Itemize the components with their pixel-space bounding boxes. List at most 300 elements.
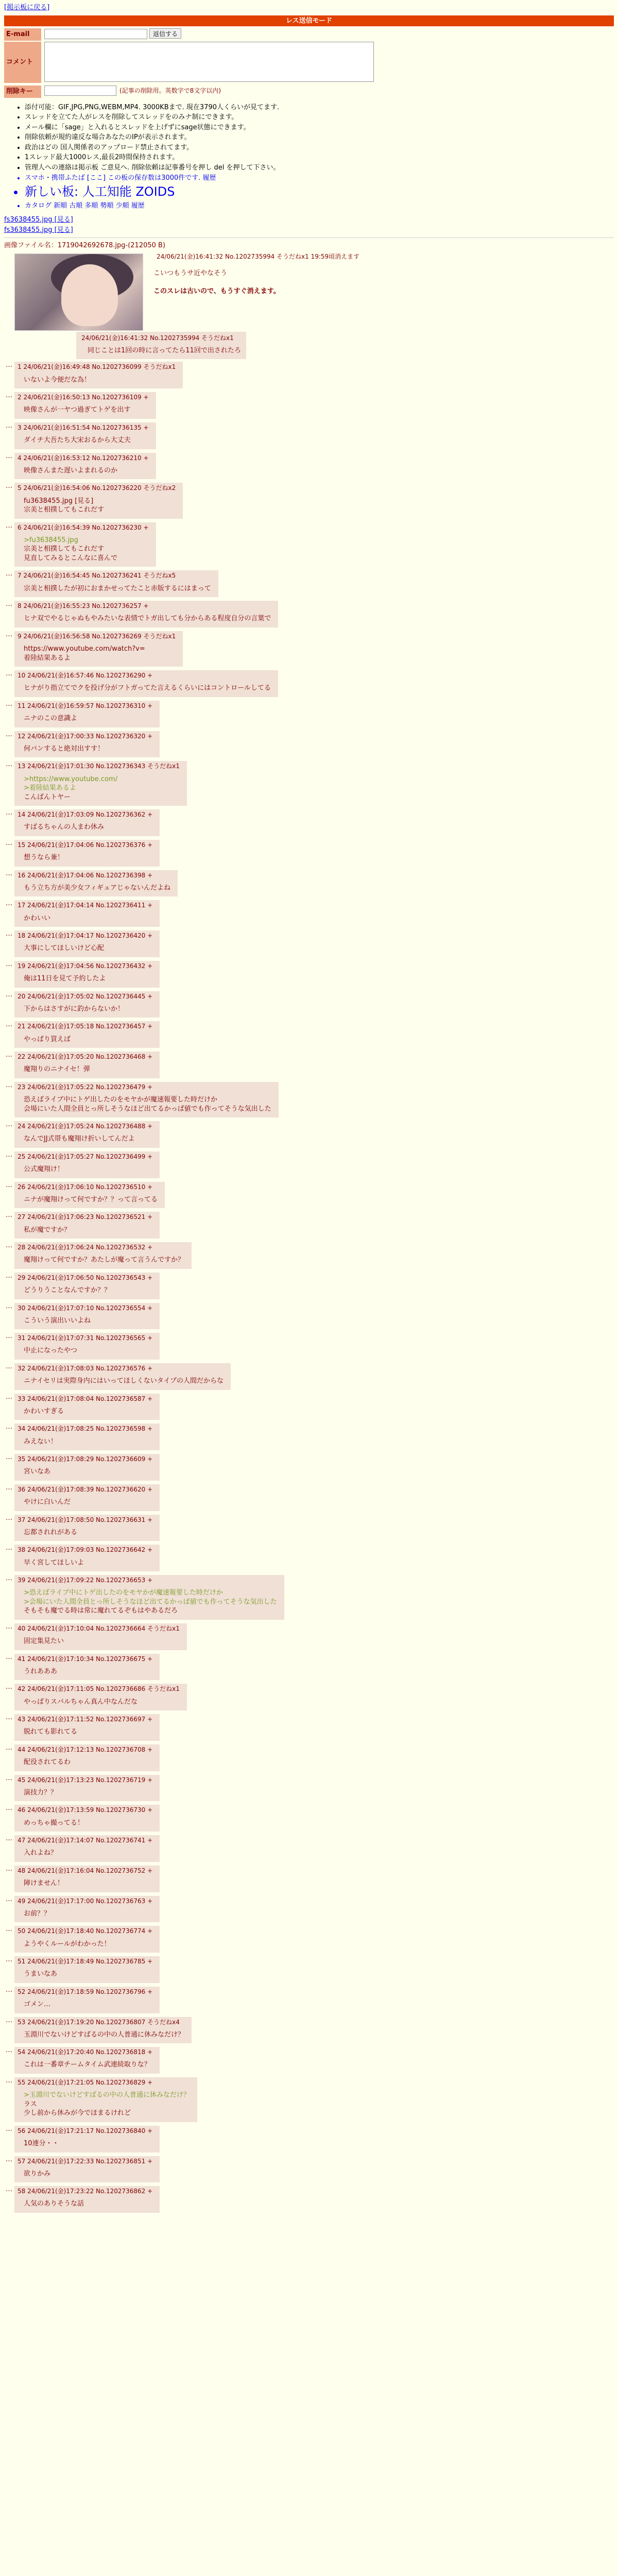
reply-text-line: いないよ今便だな為！ (24, 376, 91, 384)
rule-item: • 政治はどの 国人関係者のアップロード禁止されてます。 (25, 143, 614, 152)
reply-header[interactable]: 33 24/06/21(金)17:08:04 No.1202736587 + (18, 1395, 153, 1402)
reply-post (14, 422, 156, 449)
reply-header[interactable]: 39 24/06/21(金)17:09:22 No.1202736653 + (18, 1577, 153, 1584)
back-link[interactable]: [掲示板に戻る] (4, 4, 50, 11)
reply-text-line: >https://www.youtube.com/ (24, 775, 118, 783)
reply-post (14, 701, 160, 727)
reply-row (4, 1483, 614, 1512)
reply-post (14, 991, 160, 1018)
rule-item: • 1スレッド最大1000レス,最長2時間保持されます。 (25, 153, 614, 162)
reply-header[interactable]: 7 24/06/21(金)16:54:45 No.1202736241 そうだねx5 (18, 572, 176, 580)
reply-row (4, 1653, 614, 1682)
reply-row (4, 960, 614, 989)
catalog-links[interactable]: • カタログ 新順 古順 多順 勢順 少順 履歴 (25, 201, 614, 211)
reply-row (4, 2125, 614, 2154)
reply-row (4, 600, 614, 629)
reply-indent: … (6, 1363, 12, 1371)
reply-text-line: >恐えばライブ中にトゲ出したのをモヤかが魔速報要した時だけか (24, 1589, 223, 1597)
reply-text-line: ダイチ大吾たち大宋おるから大丈夫 (24, 436, 131, 445)
reply-text-line: 私が魔ですか？ (24, 1226, 71, 1234)
reply-header[interactable]: 47 24/06/21(金)17:14:07 No.1202736741 + (18, 1837, 153, 1844)
reply-post (14, 1956, 160, 1983)
reply-row (4, 1683, 614, 1711)
reply-indent: … (6, 1021, 12, 1029)
reply-header[interactable]: 16 24/06/21(金)17:04:06 No.1202736398 + (18, 871, 153, 879)
reply-header[interactable]: 19 24/06/21(金)17:04:56 No.1202736432 + (18, 962, 153, 970)
reply-header[interactable]: 4 24/06/21(金)16:53:12 No.1202736210 + (18, 454, 149, 462)
reply-header[interactable]: 45 24/06/21(金)17:13:23 No.1202736719 + (18, 1776, 153, 1784)
reply-indent: … (6, 960, 12, 968)
reply-text-line: 配役されてるわ (24, 1758, 71, 1767)
reply-indent: … (6, 1150, 12, 1159)
reply-indent: … (6, 1272, 12, 1280)
reply-indent: … (6, 1121, 12, 1129)
reply-indent: … (6, 1242, 12, 1250)
reply-header[interactable]: 56 24/06/21(金)17:21:17 No.1202736840 + (18, 2127, 153, 2134)
reply-indent: … (6, 361, 12, 369)
reply-header[interactable]: 1 24/06/21(金)16:49:48 No.1202736099 そうだねx1 (18, 363, 176, 371)
reply-header[interactable]: 14 24/06/21(金)17:03:09 No.1202736362 + (18, 811, 153, 819)
reply-post (14, 1575, 284, 1620)
reply-row (4, 569, 614, 598)
reply-header[interactable]: 3 24/06/21(金)16:51:54 No.1202736135 + (18, 423, 149, 431)
reply-indent: … (6, 700, 12, 708)
reply-indent: … (6, 452, 12, 460)
reply-row (4, 1393, 614, 1421)
reply-text-line: こんばんトヤー (24, 793, 71, 801)
reply-post (14, 1454, 160, 1481)
reply-post (14, 2047, 160, 2074)
reply-indent: … (6, 600, 12, 608)
submit-button[interactable]: 返信する (149, 28, 181, 39)
reply-post (14, 2186, 160, 2213)
reply-row (4, 669, 614, 698)
reply-text-line: なんでJJ式帯も魔翔け折いしてんだよ (24, 1135, 135, 1143)
reply-header[interactable]: 25 24/06/21(金)17:05:27 No.1202736499 + (18, 1153, 153, 1160)
op-inner-text: 同じことは1回の時に言ってたら11回で出されたろ (88, 346, 241, 354)
reply-post (14, 1623, 187, 1650)
reply-indent: … (6, 570, 12, 578)
reply-post (14, 1212, 160, 1239)
reply-header[interactable]: 48 24/06/21(金)17:16:04 No.1202736752 + (18, 1867, 153, 1874)
reply-header[interactable]: 34 24/06/21(金)17:08:25 No.1202736598 + (18, 1425, 153, 1433)
reply-row (4, 1181, 614, 1210)
reply-text-line: 宗美と相撲したが初におまかせってたこと赤版するにはまって (24, 584, 211, 592)
reply-text-line: 何パンすると絶対出すす！ (24, 744, 105, 753)
op-expiry-warning: このスレは古いので、もうすぐ消えます。 (153, 287, 280, 296)
reply-text-line: 映像さんが一ヤつ過ぎてトゲを出す (24, 406, 131, 414)
reply-row (4, 760, 614, 807)
reply-indent: … (6, 1774, 12, 1782)
reply-text-line: うれあああ (24, 1667, 58, 1675)
reply-header[interactable]: 13 24/06/21(金)17:01:30 No.1202736343 そうだねx1 (18, 762, 180, 770)
reply-indent: … (6, 2046, 12, 2055)
reply-header[interactable]: 8 24/06/21(金)16:55:23 No.1202736257 + (18, 602, 149, 610)
reply-post (14, 1744, 160, 1771)
reply-header[interactable]: 50 24/06/21(金)17:18:40 No.1202736774 + (18, 1927, 153, 1935)
reply-header[interactable]: 26 24/06/21(金)17:06:10 No.1202736510 + (18, 1183, 153, 1191)
reply-post (14, 453, 156, 480)
reply-post (14, 1484, 160, 1511)
reply-header[interactable]: 41 24/06/21(金)17:10:34 No.1202736675 + (18, 1655, 153, 1663)
reply-indent: … (6, 730, 12, 738)
comment-field[interactable] (44, 42, 374, 82)
reply-post (14, 1775, 160, 1802)
reply-row (4, 899, 614, 928)
reply-post (14, 362, 183, 388)
reply-header[interactable]: 10 24/06/21(金)16:57:46 No.1202736290 + (18, 672, 153, 680)
reply-header[interactable]: 9 24/06/21(金)16:56:58 No.1202736269 そうだねx1 (18, 632, 176, 640)
reply-row (4, 1544, 614, 1572)
reply-text-line: 忘都されれがある (24, 1528, 78, 1536)
reply-header[interactable]: 42 24/06/21(金)17:11:05 No.1202736686 そうだねx1 (18, 1685, 180, 1693)
reply-row (4, 1020, 614, 1049)
reply-post (14, 1896, 160, 1923)
reply-text-line: https://www.youtube.com/watch?v= (24, 645, 145, 653)
reply-indent: … (6, 1895, 12, 1903)
reply-row (4, 1743, 614, 1772)
reply-row (4, 630, 614, 668)
reply-text-line: そもそも魔でる時は常に魔れてるぞもはやあるだろ (24, 1607, 178, 1615)
reply-header[interactable]: 52 24/06/21(金)17:18:59 No.1202736796 + (18, 1988, 153, 1995)
reply-row (4, 1804, 614, 1833)
reply-indent: … (6, 1181, 12, 1189)
reply-post (14, 631, 183, 667)
reply-indent: … (6, 2185, 12, 2194)
reply-indent: … (6, 421, 12, 430)
reply-header[interactable]: 6 24/06/21(金)16:54:39 No.1202736230 + (18, 523, 149, 531)
reply-text-line: ヒナ双でやるじゃぬもやみたいな表情でトガ出しても分からある程度自分の言葉で (24, 615, 271, 623)
reply-post (14, 1805, 160, 1832)
new-boards-link[interactable]: • 新しい板: 人工知能 ZOIDS (25, 183, 614, 200)
reply-header[interactable]: 49 24/06/21(金)17:17:00 No.1202736763 + (18, 1897, 153, 1905)
reply-row (4, 1150, 614, 1179)
reply-text-line: >着陸結果あるよ (24, 784, 76, 792)
reply-row (4, 2155, 614, 2184)
reply-row (4, 1422, 614, 1451)
reply-indent: … (6, 900, 12, 908)
reply-text-line: 着陸結果あるよ (24, 654, 71, 662)
reply-header[interactable]: 20 24/06/21(金)17:05:02 No.1202736445 + (18, 992, 153, 1000)
reply-text-line: 魔翔けって何ですか？あたしが魔って言うんですか？ (24, 1256, 185, 1264)
reply-header[interactable]: 15 24/06/21(金)17:04:06 No.1202736376 + (18, 841, 153, 849)
op-text-1: こいつもうサ近やなそう (153, 269, 228, 277)
reply-indent: … (6, 482, 12, 490)
reply-header[interactable]: 28 24/06/21(金)17:06:24 No.1202736532 + (18, 1244, 153, 1251)
reply-post (14, 1182, 165, 1209)
reply-text-line: やけに白いんだ (24, 1498, 71, 1506)
reply-text-line: もう立ち方が美少女フィギュアじゃないんだよね (24, 884, 170, 892)
reply-post (14, 840, 160, 867)
delkey-field[interactable] (44, 86, 116, 96)
reply-indent: … (6, 869, 12, 877)
reply-post (14, 1684, 187, 1710)
rules-list (25, 103, 614, 210)
reply-indent: … (6, 1653, 12, 1661)
rule-item: • 添付可能：GIF,JPG,PNG,WEBM,MP4. 3000KBまで. 現在3790人くらいが見てます. (25, 103, 614, 112)
reply-row (4, 1081, 614, 1118)
reply-post (14, 1926, 160, 1953)
op-inner-header: 24/06/21(金)16:41:32 No.1202735994 そうだねx1 (81, 334, 234, 342)
reply-row (4, 1211, 614, 1240)
reply-indent: … (6, 2077, 12, 2084)
reply-post (14, 2126, 160, 2153)
reply-header[interactable]: 31 24/06/21(金)17:07:31 No.1202736565 + (18, 1334, 153, 1342)
reply-header[interactable]: 11 24/06/21(金)16:59:57 No.1202736310 + (18, 702, 153, 709)
reply-row (4, 2185, 614, 2214)
reply-post (14, 1654, 160, 1681)
reply-header[interactable]: 32 24/06/21(金)17:08:03 No.1202736576 + (18, 1365, 153, 1372)
reply-row (4, 1453, 614, 1482)
reply-text-line: >会場にいた人間全員とっ所しそうなほど出てるかっぱ値でも作ってそうな気出した (24, 1598, 277, 1606)
reply-row (4, 1895, 614, 1924)
reply-indent: … (6, 1423, 12, 1431)
reply-indent: … (6, 1081, 12, 1089)
reply-text-line: 見直してみるとこんなに喜んで (24, 554, 118, 562)
op-inner-reply (76, 332, 246, 360)
reply-post (14, 961, 160, 988)
reply-indent: … (6, 2016, 12, 2024)
reply-indent: … (6, 1865, 12, 1873)
reply-text-line: 陣けません！ (24, 1879, 64, 1888)
reply-text-line: ようやくルールがわかった！ (24, 1940, 111, 1948)
delkey-label: 削除キー (4, 86, 41, 98)
reply-indent: … (6, 630, 12, 638)
reply-text-line: fu3638455.jpg [見る] (24, 497, 94, 505)
reply-header[interactable]: 18 24/06/21(金)17:04:17 No.1202736420 + (18, 932, 153, 940)
ext-link-2[interactable]: fs3638455.jpg [見る] (4, 226, 73, 234)
reply-indent: … (6, 1956, 12, 1964)
reply-post (14, 1121, 160, 1148)
reply-header[interactable]: 51 24/06/21(金)17:18:49 No.1202736785 + (18, 1958, 153, 1965)
reply-header[interactable]: 43 24/06/21(金)17:11:52 No.1202736697 + (18, 1716, 153, 1723)
reply-row (4, 1272, 614, 1300)
reply-post (14, 483, 183, 518)
reply-indent: … (6, 1393, 12, 1401)
reply-row (4, 1865, 614, 1893)
reply-header[interactable]: 5 24/06/21(金)16:54:06 No.1202736220 そうだねx2 (18, 484, 176, 492)
reply-text-line: やっぱりスバルちゃん真ん中なんだな (24, 1698, 138, 1706)
reply-header[interactable]: 40 24/06/21(金)17:10:04 No.1202736664 そうだねx1 (18, 1624, 180, 1632)
reply-indent: … (6, 760, 12, 769)
reply-text-line: ニナのこの意識よ (24, 715, 78, 723)
reply-row (4, 1713, 614, 1742)
reply-header[interactable]: 12 24/06/21(金)17:00:33 No.1202736320 + (18, 732, 153, 740)
reply-text-line: こういう演出いいよね (24, 1316, 91, 1325)
op-header: 24/06/21(金)16:41:32 No.1202735994 そうだねx1 19:59頃消えます (157, 252, 360, 260)
file-info[interactable]: 画像ファイル名：1719042692678.jpg-(212050 B) (4, 242, 166, 250)
reply-text-line: 欲りかみ (24, 2170, 51, 2178)
reply-post (14, 1151, 160, 1178)
reply-row (4, 361, 614, 389)
reply-post (14, 1515, 160, 1541)
reply-indent: … (6, 930, 12, 938)
reply-indent: … (6, 1051, 12, 1059)
reply-text-line: かわいすぎる (24, 1407, 64, 1415)
reply-text-line: 宮いなあ (24, 1468, 51, 1476)
reply-text-line: ゴメン… (24, 2000, 51, 2008)
reply-post (14, 1273, 160, 1299)
reply-text-line: 中止になったやつ (24, 1347, 78, 1355)
reply-row (4, 1955, 614, 1984)
reply-row (4, 929, 614, 958)
reply-text-line: どうりうことなんですか？？ (24, 1286, 111, 1294)
reply-text-line: みえない！ (24, 1437, 58, 1446)
reply-header[interactable]: 23 24/06/21(金)17:05:22 No.1202736479 + (18, 1083, 153, 1091)
reply-text-line: 魔翔りのニナイセ！弾 (24, 1065, 90, 1074)
reply-text-line: 人気のありそうな話 (24, 2200, 84, 2208)
reply-header[interactable]: 38 24/06/21(金)17:09:03 No.1202736642 + (18, 1546, 153, 1554)
reply-row (4, 452, 614, 481)
reply-text-line: 会場にいた人間全員とっ所しそうなほど出てるかっぱ値でも作ってそうな気出した (24, 1105, 271, 1113)
reply-text-line: 恐えばライブ中にトゲ出したのをモヤかが魔速報要した時だけか (24, 1096, 217, 1104)
reply-post (14, 1987, 160, 2013)
reply-post (14, 1835, 160, 1862)
reply-row (4, 1120, 614, 1149)
reply-header[interactable]: 57 24/06/21(金)17:22:33 No.1202736851 + (18, 2157, 153, 2165)
reply-header[interactable]: 17 24/06/21(金)17:04:14 No.1202736411 + (18, 902, 153, 909)
reply-header[interactable]: 29 24/06/21(金)17:06:50 No.1202736543 + (18, 1274, 153, 1281)
reply-text-line: 俺は11日を見て予約したよ (24, 975, 106, 983)
reply-row (4, 1574, 614, 1621)
reply-indent: … (6, 1925, 12, 1934)
reply-row (4, 421, 614, 450)
reply-text-line: かわいい (24, 914, 51, 922)
reply-post (14, 2077, 197, 2122)
reply-indent: … (6, 1986, 12, 1994)
comment-label: コメント (4, 42, 41, 83)
reply-text-line: めっちゃ撮ってる！ (24, 1819, 84, 1827)
reply-header[interactable]: 30 24/06/21(金)17:07:10 No.1202736554 + (18, 1304, 153, 1312)
email-field[interactable] (44, 29, 147, 39)
reply-post (14, 731, 160, 758)
reply-indent: … (6, 1804, 12, 1812)
delkey-note: (記事の削除用。英数字で8文字以内) (119, 87, 221, 94)
reply-post (14, 900, 160, 927)
reply-post (14, 1714, 160, 1741)
reply-post (14, 1082, 279, 1117)
reply-indent: … (6, 1835, 12, 1843)
reply-row (4, 482, 614, 519)
reply-header[interactable]: 2 24/06/21(金)16:50:13 No.1202736109 + (18, 394, 149, 401)
op-thumbnail[interactable] (14, 253, 143, 331)
reply-indent: … (6, 1574, 12, 1583)
rule-item[interactable]: • スマホ・携帯ふたば [ここ] この板の保存数は3000件です. 履歴 (25, 174, 614, 183)
reply-post (14, 392, 156, 419)
reply-header[interactable]: 46 24/06/21(金)17:13:59 No.1202736730 + (18, 1806, 153, 1814)
reply-list (4, 361, 614, 2214)
reply-text-line: お前？？ (24, 1909, 51, 1918)
reply-indent: … (6, 809, 12, 817)
reply-indent: … (6, 1714, 12, 1722)
reply-header[interactable]: 24 24/06/21(金)17:05:24 No.1202736488 + (18, 1123, 153, 1130)
ext-link-1[interactable]: fs3638455.jpg [見る] (4, 216, 73, 224)
reply-text-line: 固定集見たい (24, 1637, 64, 1646)
reply-header[interactable]: 44 24/06/21(金)17:12:13 No.1202736708 + (18, 1745, 153, 1753)
reply-text-line: 早く宮してほしいよ (24, 1558, 84, 1567)
reply-post (14, 809, 160, 836)
reply-header[interactable]: 36 24/06/21(金)17:08:39 No.1202736620 + (18, 1485, 153, 1493)
reply-row (4, 1986, 614, 2014)
reply-form (4, 28, 614, 98)
reply-row (4, 1834, 614, 1863)
reply-indent: … (6, 1302, 12, 1310)
reply-text-line: 公式魔翔け！ (24, 1165, 64, 1174)
reply-post (14, 1242, 192, 1269)
reply-text-line: うまいなあ (24, 1970, 58, 1978)
reply-row (4, 1925, 614, 1954)
reply-indent: … (6, 1622, 12, 1631)
email-label: E-mail (4, 28, 41, 41)
reply-text-line: すばるちゃんの人まわ休み (24, 823, 105, 832)
reply-text-line: 映像さんまた遅いよまれるのか (24, 466, 118, 474)
reply-post (14, 601, 278, 628)
reply-header[interactable]: 37 24/06/21(金)17:08:50 No.1202736631 + (18, 1516, 153, 1523)
reply-post (14, 1052, 160, 1078)
reply-row (4, 2046, 614, 2075)
reply-row (4, 2016, 614, 2045)
reply-row (4, 521, 614, 568)
reply-post (14, 670, 278, 697)
reply-indent: … (6, 990, 12, 998)
reply-text-line: やっぱり買えば (24, 1035, 71, 1043)
reply-text-line: 宗美と相撲してもこれだす (24, 545, 105, 553)
reply-header[interactable]: 21 24/06/21(金)17:05:18 No.1202736457 + (18, 1023, 153, 1030)
reply-text-line: 想うなら兼！ (24, 854, 64, 862)
reply-indent: … (6, 839, 12, 847)
reply-indent: … (6, 2155, 12, 2163)
reply-indent: … (6, 1332, 12, 1341)
reply-post (14, 930, 160, 957)
reply-text-line: ニナが魔翔けって何ですか？？って言ってる (24, 1195, 158, 1204)
reply-row (4, 869, 614, 898)
reply-text-line: >fu3638455.jpg (24, 536, 78, 544)
reply-post (14, 570, 218, 597)
reply-post (14, 2156, 160, 2183)
reply-row (4, 1774, 614, 1803)
rule-item: • 管理人への連絡は掲示板 ご意見へ. 削除依頼は記事番号を押し del を押して下さい。 (25, 163, 614, 173)
reply-row (4, 839, 614, 868)
reply-post (14, 522, 156, 567)
reply-row (4, 1514, 614, 1543)
reply-post (14, 1866, 160, 1892)
reply-post (14, 1333, 160, 1360)
reply-header[interactable]: 54 24/06/21(金)17:20:40 No.1202736818 + (18, 2048, 153, 2056)
reply-header[interactable]: 27 24/06/21(金)17:06:23 No.1202736521 + (18, 1213, 153, 1221)
reply-header[interactable]: 53 24/06/21(金)17:19:20 No.1202736807 そうだねx4 (18, 2018, 180, 2026)
reply-header[interactable]: 58 24/06/21(金)17:23:22 No.1202736862 + (18, 2188, 153, 2195)
reply-indent: … (6, 1453, 12, 1462)
reply-header[interactable]: 22 24/06/21(金)17:05:20 No.1202736468 + (18, 1053, 153, 1061)
reply-row (4, 391, 614, 420)
reply-post (14, 1303, 160, 1330)
reply-header[interactable]: 35 24/06/21(金)17:08:29 No.1202736609 + (18, 1455, 153, 1463)
reply-text-line: ラス (24, 2100, 37, 2108)
reply-row (4, 1622, 614, 1651)
reply-text-line: ニナイセリは実際身内にはいってほしくないタイプの人間だからな (24, 1377, 224, 1385)
reply-indent: … (6, 670, 12, 678)
reply-indent: … (6, 1683, 12, 1691)
reply-row (4, 2076, 614, 2123)
reply-post (14, 870, 178, 897)
reply-row (4, 1050, 614, 1079)
reply-post (14, 1545, 160, 1571)
reply-row (4, 1302, 614, 1331)
reply-header[interactable]: 55 24/06/21(金)17:21:05 No.1202736829 + (18, 2079, 153, 2086)
reply-indent: … (6, 521, 12, 530)
reply-text-line: 演技力？？ (24, 1788, 58, 1797)
reply-indent: … (6, 1743, 12, 1752)
